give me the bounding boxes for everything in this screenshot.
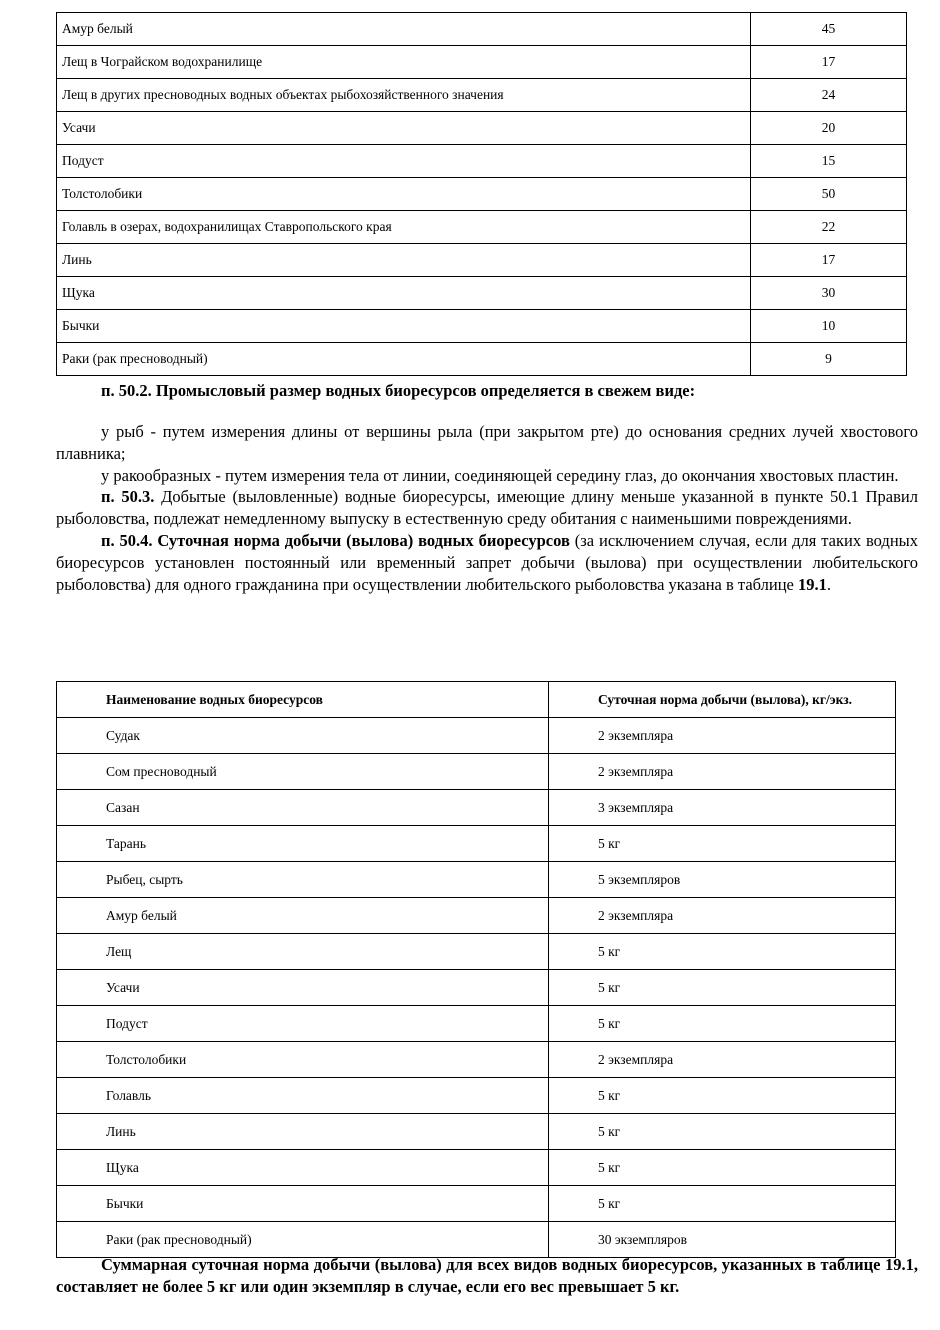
crustacean-measure-paragraph: у ракообразных - путем измерения тела от линии, соединяющей середину глаз, до окончания хвостовых пластин. [101,465,899,485]
table-row [57,862,896,898]
daily-norm: 2 экземпляра [549,754,896,790]
size-value: 50 [751,178,907,211]
daily-norm-table [56,681,896,1258]
table-row [57,1042,896,1078]
section-50-4-label: п. 50.4. Суточная норма добычи (вылова) водных биоресурсов [101,530,570,550]
daily-norm: 5 кг [549,1006,896,1042]
table-row [57,1222,896,1258]
table-row [57,1186,896,1222]
body-text [56,421,918,595]
species-name: Подуст [57,1006,549,1042]
daily-norm: 2 экземпляра [549,718,896,754]
table-row [57,343,907,376]
size-value: 15 [751,145,907,178]
table-row [57,13,907,46]
species-name: Голавль [57,1078,549,1114]
table-row [57,46,907,79]
species-name: Рыбец, сырть [57,862,549,898]
size-value: 30 [751,277,907,310]
daily-norm: 5 кг [549,1114,896,1150]
daily-norm: 5 экземпляров [549,862,896,898]
table-row [57,934,896,970]
table-row [57,898,896,934]
daily-norm: 3 экземпляра [549,790,896,826]
species-name: Раки (рак пресноводный) [57,343,751,376]
table-row [57,1078,896,1114]
table-row [57,718,896,754]
species-name: Подуст [57,145,751,178]
species-name: Тарань [57,826,549,862]
fish-measure-paragraph: у рыб - путем измерения длины от вершины рыла (при закрытом рте) до основания средних лучей хвостового плавника; [56,422,918,463]
header-name: Наименование водных биоресурсов [57,682,549,718]
species-name: Лещ в Чограйском водохранилище [57,46,751,79]
table-row [57,310,907,343]
species-name: Лещ [57,934,549,970]
table-ref: 19.1 [797,574,827,594]
table-row [57,79,907,112]
species-name: Лещ в других пресноводных водных объектах рыбохозяйственного значения [57,79,751,112]
species-name: Сазан [57,790,549,826]
daily-norm: 5 кг [549,970,896,1006]
daily-norm: 5 кг [549,1078,896,1114]
species-name: Бычки [57,310,751,343]
table-row [57,145,907,178]
daily-norm: 2 экземпляра [549,898,896,934]
section-50-2-heading [56,380,918,402]
summary-paragraph [56,1254,918,1298]
daily-norm: 5 кг [549,934,896,970]
table-row [57,970,896,1006]
section-50-4-end: . [826,574,831,594]
section-50-4-text: (за исключением случая, если для таких водных биоресурсов установлен постоянный или временный запрет добычи (вылова) при осуществлении любительского рыболовства) для одного гражданина при осуществлении любительского рыболовства указана в таблице [56,530,918,594]
section-50-3-paragraph [56,486,918,530]
table-row [57,244,907,277]
section-50-3-text: Добытые (выловленные) водные биоресурсы, имеющие длину меньше указанной в пункте 50.1 Правил рыболовства, подлежат немедленному выпуску в естественную среду обитания с наименьшими повреждениями. [56,487,918,529]
daily-norm: 5 кг [549,826,896,862]
size-value: 10 [751,310,907,343]
species-name: Усачи [57,112,751,145]
section-50-4-paragraph [56,530,918,595]
table-row [57,211,907,244]
table-row [57,178,907,211]
table-row [57,277,907,310]
size-value: 22 [751,211,907,244]
size-value: 20 [751,112,907,145]
species-name: Голавль в озерах, водохранилищах Ставропольского края [57,211,751,244]
header-norm: Суточная норма добычи (вылова), кг/экз. [549,682,896,718]
species-name: Щука [57,277,751,310]
size-value: 45 [751,13,907,46]
table-row [57,754,896,790]
table-row [57,1114,896,1150]
daily-norm: 2 экземпляра [549,1042,896,1078]
summary-text: Суммарная суточная норма добычи (вылова) для всех видов водных биоресурсов, указанных в таблице 19.1, составляет не более 5 кг или один экземпляр в случае, если его вес превышает 5 кг. [56,1255,918,1296]
table-row [57,1006,896,1042]
daily-norm: 30 экземпляров [549,1222,896,1258]
species-name: Толстолобики [57,178,751,211]
species-name: Раки (рак пресноводный) [57,1222,549,1258]
size-value: 9 [751,343,907,376]
table-header-row [57,682,896,718]
species-name: Толстолобики [57,1042,549,1078]
species-name: Щука [57,1150,549,1186]
section-50-2-heading-text: п. 50.2. Промысловый размер водных биоресурсов определяется в свежем виде: [101,381,696,400]
species-name: Линь [57,1114,549,1150]
section-50-3-label: п. 50.3. [101,487,155,507]
species-name: Судак [57,718,549,754]
size-value: 24 [751,79,907,112]
table-row [57,1150,896,1186]
daily-norm: 5 кг [549,1186,896,1222]
species-name: Амур белый [57,13,751,46]
species-name: Линь [57,244,751,277]
table-row [57,790,896,826]
species-name: Бычки [57,1186,549,1222]
table-row [57,112,907,145]
table-row [57,826,896,862]
size-table [56,12,907,376]
species-name: Усачи [57,970,549,1006]
species-name: Сом пресноводный [57,754,549,790]
size-value: 17 [751,46,907,79]
size-value: 17 [751,244,907,277]
species-name: Амур белый [57,898,549,934]
daily-norm: 5 кг [549,1150,896,1186]
